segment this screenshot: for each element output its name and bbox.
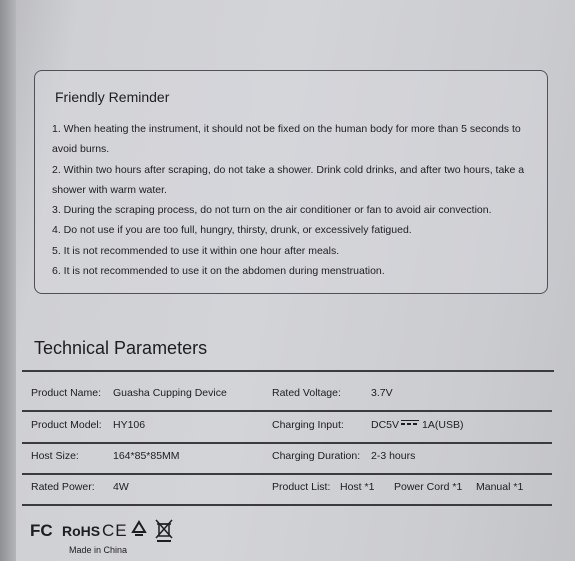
product-list-item: Host *1	[340, 481, 375, 493]
product-name-label: Product Name:	[31, 387, 102, 399]
made-in-china-label: Made in China	[69, 545, 128, 555]
rohs-mark-icon: RoHS	[62, 523, 101, 539]
charging-input-value	[371, 419, 463, 431]
recycle-icon	[133, 522, 145, 535]
rated-power-value: 4W	[113, 481, 129, 493]
rated-voltage-label: Rated Voltage:	[272, 387, 341, 399]
row-divider	[22, 442, 552, 444]
technical-parameters-title: Technical Parameters	[34, 338, 208, 358]
box-edge	[0, 0, 16, 561]
row-divider	[22, 473, 552, 475]
host-size-value: 164*85*85MM	[113, 450, 180, 462]
reminder-item-5: 5. It is not recommended to use it within one hour after meals.	[52, 244, 340, 257]
charging-input-suffix: 1A(USB)	[422, 419, 464, 431]
host-size-label: Host Size:	[31, 450, 79, 462]
reminder-title: Friendly Reminder	[55, 89, 170, 105]
charging-input-label: Charging Input:	[272, 419, 344, 431]
product-list-item: Manual *1	[476, 481, 524, 493]
product-model-value: HY106	[113, 419, 146, 431]
reminder-item-6: 6. It is not recommended to use it on the abdomen during menstruation.	[52, 265, 385, 278]
charging-input-prefix: DC5V	[371, 419, 400, 431]
dc-symbol-icon	[401, 420, 419, 427]
product-name-value: Guasha Cupping Device	[113, 387, 227, 399]
product-list-item: Power Cord *1	[394, 481, 463, 493]
reminder-list	[52, 119, 542, 281]
weee-bin-icon	[156, 520, 172, 541]
reminder-item-1: 1. When heating the instrument, it should not be fixed on the human body for more than 5 seconds to avoid burns.	[52, 123, 521, 156]
ce-mark-icon: CE	[102, 521, 128, 540]
title-rule	[22, 370, 554, 372]
reminder-item-3: 3. During the scraping process, do not turn on the air conditioner or fan to avoid air convection.	[52, 204, 492, 217]
reminder-item-2: 2. Within two hours after scraping, do not take a shower. Drink cold drinks, and after two hours, take a shower with warm water.	[52, 163, 525, 196]
rated-voltage-value: 3.7V	[371, 387, 393, 399]
product-model-label: Product Model:	[31, 419, 102, 431]
row-divider	[22, 410, 552, 412]
reminder-item-4: 4. Do not use if you are too full, hungry, thirsty, drunk, or excessively fatigued.	[52, 224, 412, 237]
certification-marks	[30, 518, 180, 542]
row-divider	[22, 504, 552, 506]
charging-duration-label: Charging Duration:	[272, 450, 361, 462]
charging-duration-value: 2-3 hours	[371, 450, 416, 462]
rated-power-label: Rated Power:	[31, 481, 95, 493]
friendly-reminder-box	[34, 70, 548, 294]
fc-mark-icon: FC	[30, 521, 53, 540]
product-list-label: Product List:	[272, 481, 331, 493]
